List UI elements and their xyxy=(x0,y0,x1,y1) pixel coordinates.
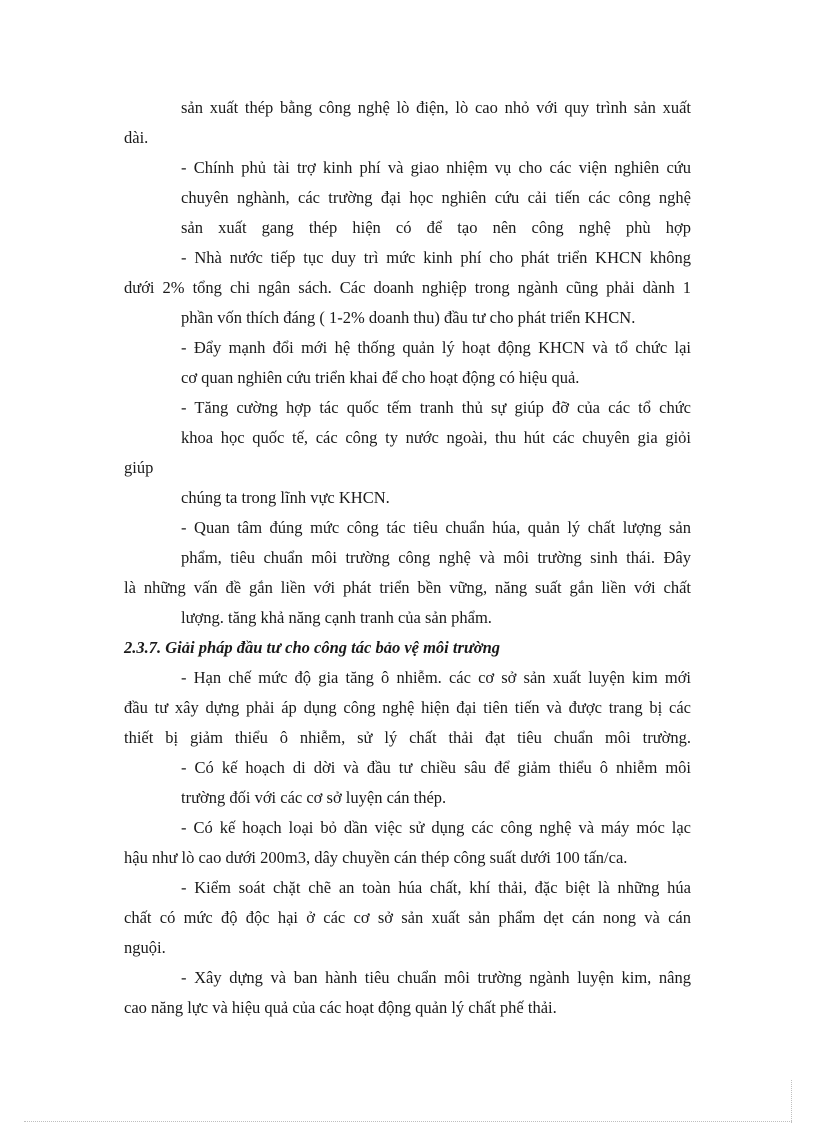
text-line: dài. xyxy=(124,128,149,147)
text-line: phần vốn thích đáng ( 1-2% doanh thu) đầu tư cho phát triển KHCN. xyxy=(181,308,636,327)
text-line: giúp xyxy=(124,458,154,477)
text-line: - Kiểm soát chặt chẽ an toàn húa chất, khí thải, đặc biệt là những húa xyxy=(181,878,691,897)
text-line: lượng. tăng khả năng cạnh tranh của sản phẩm. xyxy=(181,608,492,627)
text-line: nguội. xyxy=(124,938,166,957)
text-line: hậu như lò cao dưới 200m3, dây chuyền cán thép công suất dưới 100 tấn/ca. xyxy=(124,848,628,867)
text-line: khoa học quốc tế, các công ty nước ngoài, thu hút các chuyên gia giỏi xyxy=(181,428,691,447)
text-line: dưới 2% tổng chi ngân sách. Các doanh nghiệp trong ngành cũng phải dành 1 xyxy=(124,278,691,297)
text-line: thiết bị giảm thiểu ô nhiễm, sử lý chất thải đạt tiêu chuẩn môi trường. xyxy=(124,728,691,747)
text-line: phẩm, tiêu chuẩn môi trường công nghệ và môi trường sinh thái. Đây xyxy=(181,548,691,567)
text-line: - Có kế hoạch loại bỏ dần việc sử dụng các công nghệ và máy móc lạc xyxy=(181,818,691,837)
text-line: - Xây dựng và ban hành tiêu chuẩn môi trường ngành luyện kim, nâng xyxy=(181,968,691,987)
text-line: - Hạn chế mức độ gia tăng ô nhiễm. các cơ sở sản xuất luyện kim mới xyxy=(181,668,691,687)
text-line: đầu tư xây dựng phải áp dụng công nghệ hiện đại tiên tiến và được trang bị các xyxy=(124,698,691,717)
text-line: sản xuất thép bằng công nghệ lò điện, lò cao nhỏ với quy trình sản xuất xyxy=(181,98,691,117)
text-line: chất có mức độ độc hại ở các cơ sở sản xuất sản phẩm dẹt cán nong và cán xyxy=(124,908,691,927)
page-bottom-border xyxy=(24,1121,792,1122)
text-line: trường đối với các cơ sở luyện cán thép. xyxy=(181,788,447,807)
text-line: chuyên nghành, các trường đại học nghiên cứu cải tiến các công nghệ xyxy=(181,188,691,207)
text-line: chúng ta trong lĩnh vực KHCN. xyxy=(181,488,390,507)
text-line: cơ quan nghiên cứu triển khai để cho hoạt động có hiệu quả. xyxy=(181,368,580,387)
text-line: sản xuất gang thép hiện có để tạo nên công nghệ phù hợp xyxy=(181,218,691,237)
text-line: - Chính phủ tài trợ kinh phí và giao nhiệm vụ cho các viện nghiên cứu xyxy=(181,158,691,177)
text-line: cao năng lực và hiệu quả của các hoạt động quản lý chất phế thải. xyxy=(124,998,557,1017)
text-line: là những vấn đề gắn liền với phát triển bền vững, năng suất gắn liền với chất xyxy=(124,578,691,597)
text-line: - Nhà nước tiếp tục duy trì mức kinh phí cho phát triển KHCN không xyxy=(181,248,691,267)
text-line: - Đẩy mạnh đổi mới hệ thống quản lý hoạt động KHCN và tổ chức lại xyxy=(181,338,691,357)
text-line: - Quan tâm đúng mức công tác tiêu chuẩn húa, quản lý chất lượng sản xyxy=(181,518,691,537)
text-line: - Tăng cường hợp tác quốc tếm tranh thủ sự giúp đỡ của các tổ chức xyxy=(181,398,691,417)
text-line: - Có kế hoạch di dời và đầu tư chiều sâu để giảm thiểu ô nhiễm môi xyxy=(181,758,691,777)
section-heading: 2.3.7. Giải pháp đầu tư cho công tác bảo vệ môi trường xyxy=(124,638,501,657)
page-right-border xyxy=(791,1080,792,1123)
